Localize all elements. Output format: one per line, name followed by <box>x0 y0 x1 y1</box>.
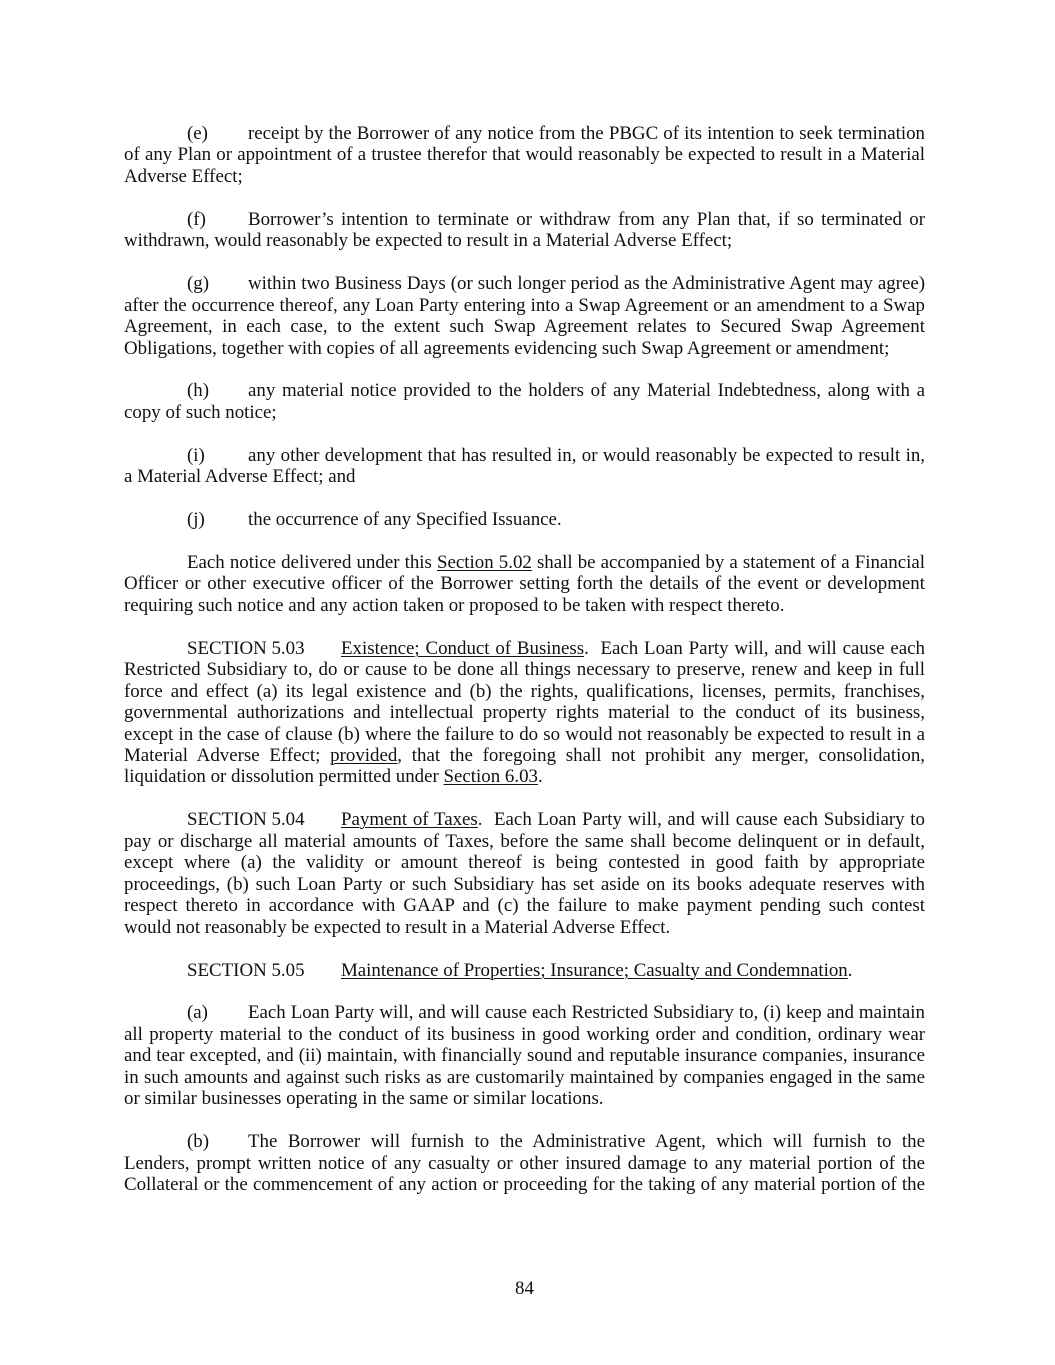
proviso-term: provided <box>330 745 398 767</box>
clause-text: The Borrower will furnish to the Administrative Agent, which will furnish to the Lenders, prompt written notice of any casualty or other insured damage to any material portion of the Collateral or the commencement of any action or proceeding for the taking of any material portion of the <box>124 1131 930 1196</box>
notice-paragraph <box>124 551 930 616</box>
section-5-03 <box>124 637 930 788</box>
clause-label: (h) <box>187 380 210 402</box>
document-body <box>124 123 930 1217</box>
clause-text: Each Loan Party will, and will cause each Restricted Subsidiary to, (i) keep and maintain all property material to the conduct of its business in good working order and condition, ordinary wear and tear excepted, and (ii) maintain, with financially sound and reputable insurance companies, insurance in such amounts and against such risks as are customarily maintained by companies engaged in the same or similar businesses operating in the same or similar locations. <box>124 1002 930 1110</box>
clause-label: (f) <box>187 208 206 230</box>
clause-f <box>124 208 930 252</box>
clause-5-05-a <box>124 1002 930 1110</box>
paragraph-text: shall be accompanied by a statement of a Financial Officer or other executive officer of the Borrower setting forth the details of the event or development requiring such notice and any action taken or proposed to be taken with respect thereto. <box>124 551 930 616</box>
clause-label: (g) <box>187 273 210 295</box>
section-heading: Existence; Conduct of Business <box>341 637 585 659</box>
section-text: . Each Loan Party will, and will cause each Subsidiary to pay or discharge all material amounts of Taxes, before the same shall become delinquent or in default, except where (a) the validity or amount thereof is being contested in good faith by appropriate proceedings, (b) such Loan Party or such Subsidiary has set aside on its books adequate reserves with respect thereto in accordance with GAAP and (c) the failure to make payment pending such contest would not reasonably be expected to result in a Material Adverse Effect. <box>124 809 930 938</box>
section-number: SECTION 5.04 <box>187 809 305 831</box>
clause-j <box>124 509 925 530</box>
section-5-04 <box>124 809 930 938</box>
clause-5-05-b <box>124 1131 930 1196</box>
section-heading: Maintenance of Properties; Insurance; Casualty and Condemnation <box>341 959 848 981</box>
clause-g <box>124 273 930 359</box>
section-text: . Each Loan Party will, and will cause each Restricted Subsidiary to, do or cause to be done all things necessary to preserve, renew and keep in full force and effect (a) its legal existence and (b) the rights, qualifications, licenses, permits, franchises, governmental authorizations and intellectual property rights material to the conduct of its business, except in the case of clause (b) where the failure to do so would not reasonably be expected to result in a Material Adverse Effect; <box>124 637 930 767</box>
page-number: 84 <box>515 1278 534 1299</box>
section-text: . <box>537 766 543 788</box>
section-number: SECTION 5.05 <box>187 959 305 981</box>
clause-label: (i) <box>187 444 205 466</box>
section-number: SECTION 5.03 <box>187 637 305 659</box>
section-text: , that the foregoing shall not prohibit any merger, consolidation, liquidation or dissolution permitted under <box>124 745 930 788</box>
clause-i <box>124 444 930 488</box>
clause-text: Borrower’s intention to terminate or withdraw from any Plan that, if so terminated or withdrawn, would reasonably be expected to result in a Material Adverse Effect; <box>124 208 930 252</box>
section-heading: Payment of Taxes <box>341 809 478 831</box>
section-text: . <box>847 959 853 981</box>
clause-label: (b) <box>187 1131 210 1153</box>
clause-text: receipt by the Borrower of any notice from the PBGC of its intention to seek termination of any Plan or appointment of a trustee therefor that would reasonably be expected to result in a Material Adverse Effect; <box>124 123 930 187</box>
clause-label: (j) <box>187 509 205 531</box>
clause-h <box>124 380 930 423</box>
clause-text: any other development that has resulted in, or would reasonably be expected to result in, a Material Adverse Effect; and <box>124 444 930 488</box>
section-5-05-heading <box>124 960 925 981</box>
clause-label: (e) <box>187 123 208 144</box>
cross-reference: Section 6.03 <box>443 766 538 788</box>
cross-reference: Section 5.02 <box>437 551 532 573</box>
clause-text: any material notice provided to the holders of any Material Indebtedness, along with a copy of such notice; <box>124 380 930 423</box>
clause-label: (a) <box>187 1002 208 1024</box>
paragraph-text: Each notice delivered under this <box>187 551 438 573</box>
clause-text: within two Business Days (or such longer period as the Administrative Agent may agree) after the occurrence thereof, any Loan Party entering into a Swap Agreement or an amendment to a Swap Agreement, in each case, to the extent such Swap Agreement relates to Secured Swap Agreement Obligations, together with copies of all agreements evidencing such Swap Agreement or amendment; <box>124 273 930 359</box>
clause-e <box>124 123 930 187</box>
clause-text: the occurrence of any Specified Issuance. <box>248 509 562 531</box>
